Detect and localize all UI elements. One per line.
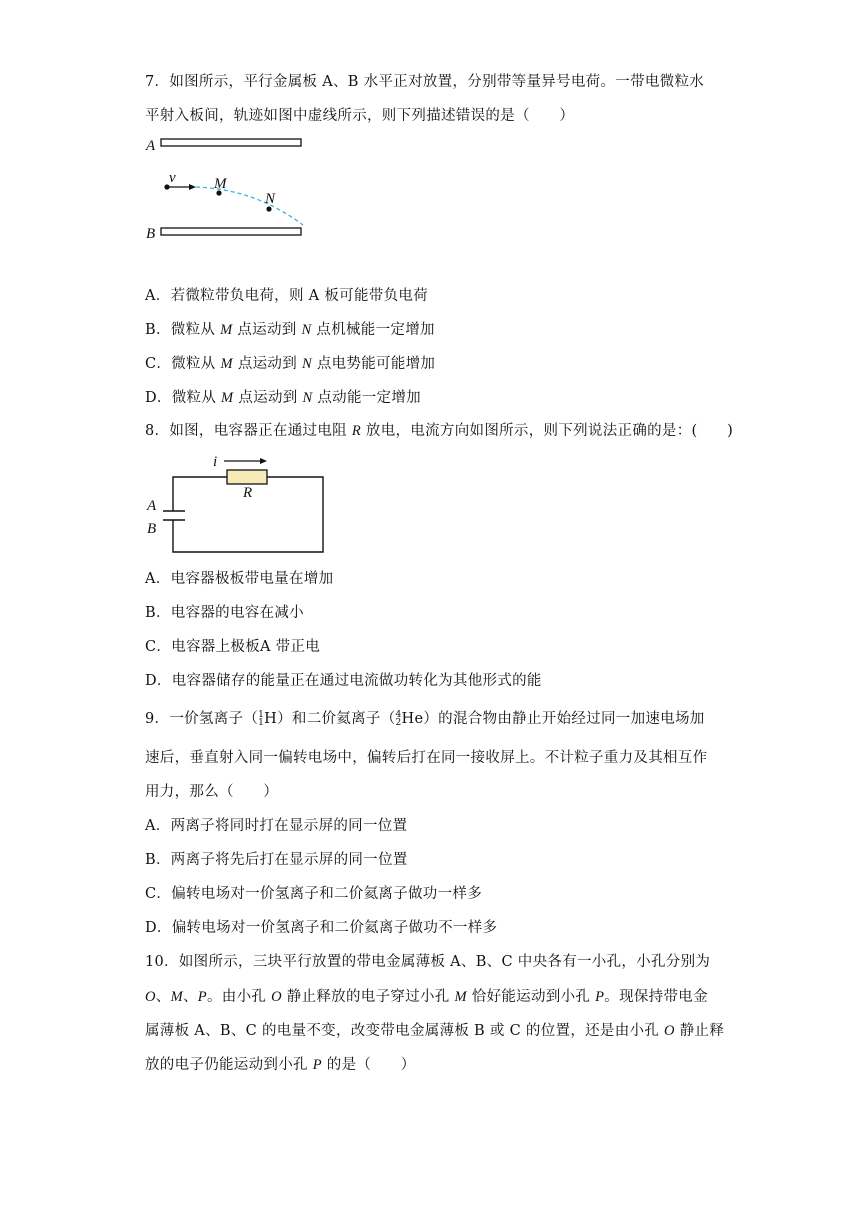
var-m: M [220, 356, 233, 372]
stem-text: 恰好能运动到小孔 [466, 989, 596, 1005]
option-text: 微粒从 [171, 356, 221, 372]
q9-stem-line-2: 速后，垂直射入同一偏转电场中，偏转后打在同一接收屏上。不计粒子重力及其相互作 [145, 750, 708, 766]
option-letter: B． [145, 322, 171, 338]
stem-text: 、 [182, 989, 198, 1005]
mass-number: 1 [258, 710, 265, 720]
option-letter: C． [145, 356, 172, 372]
stem-text: 8．如图，电容器正在通过电阻 [145, 423, 352, 439]
option-text: 两离子将先后打在显示屏的同一位置 [170, 852, 408, 868]
option-text: 点运动到 [233, 390, 303, 406]
q8-option-c [145, 637, 320, 657]
q9-option-c [145, 884, 482, 904]
option-text: 偏转电场对一价氢离子和二价氦离子做功一样多 [171, 886, 483, 902]
option-text: 若微粒带负电荷，则 A 板可能带负电荷 [170, 288, 428, 304]
var-n: N [301, 322, 312, 338]
var-o: O [145, 989, 156, 1005]
option-text: 点电势能可能增加 [311, 356, 436, 372]
isotope-h [258, 711, 277, 727]
q8-stem [145, 421, 733, 441]
q7-trajectory-dashed [196, 187, 303, 225]
q7-point-n-label: N [265, 191, 276, 207]
option-text: 点运动到 [232, 356, 302, 372]
atomic-number: 2 [395, 718, 402, 728]
q9-option-b [145, 850, 408, 870]
var-m: M [220, 322, 233, 338]
option-letter: D． [145, 673, 172, 689]
var-m: M [221, 390, 234, 406]
var-p: P [595, 989, 605, 1005]
option-text: 点机械能一定增加 [311, 322, 435, 338]
stem-text: 。现保持带电金 [604, 989, 708, 1005]
q10-stem-line-4 [145, 1055, 416, 1075]
option-letter: A． [145, 288, 171, 304]
q8-current-arrowhead [260, 458, 267, 464]
q7-option-a [145, 286, 428, 306]
stem-text: 9．一价氢离子（ [145, 711, 259, 727]
q7-point-m-label: M [214, 176, 227, 192]
option-text: 电容器的电容在减小 [170, 605, 304, 621]
q10-stem-line-1: 10．如图所示，三块平行放置的带电金属薄板 A、B、C 中央各有一小孔，小孔分别为 [145, 954, 711, 970]
element-symbol: H [264, 711, 278, 727]
var-r: R [351, 423, 362, 439]
q8-option-a [145, 569, 333, 589]
q8-plate-b-label: B [147, 521, 157, 537]
q8-circuit-figure [140, 450, 330, 560]
option-letter: B． [145, 852, 171, 868]
var-o: O [271, 989, 282, 1005]
option-letter: D． [145, 920, 172, 936]
var-p: P [312, 1057, 322, 1073]
var-o: O [664, 1023, 675, 1039]
element-symbol: He [401, 711, 424, 727]
option-text: 微粒从 [171, 390, 222, 406]
stem-text: 静止释 [674, 1023, 725, 1039]
var-m: M [454, 989, 467, 1005]
q8-option-d [145, 671, 542, 691]
q7-plate-b-label: B [146, 226, 156, 242]
q7-plate-a-label: A [146, 138, 156, 154]
option-text: 电容器极板带电量在增加 [170, 571, 334, 587]
mass-number: 4 [395, 710, 402, 720]
q8-option-b [145, 603, 304, 623]
q8-resistor [227, 470, 267, 484]
stem-text: 、 [155, 989, 171, 1005]
var-m: M [170, 989, 183, 1005]
q7-velocity-arrowhead [189, 184, 196, 190]
var-n: N [302, 390, 313, 406]
q7-parallel-plates-figure [140, 130, 315, 245]
option-letter: A． [145, 818, 171, 834]
q8-resistor-label: R [243, 485, 253, 501]
stem-text: 静止释放的电子穿过小孔 [281, 989, 455, 1005]
q7-plate-b [161, 228, 301, 235]
option-text: 点动能一定增加 [312, 390, 421, 406]
q7-velocity-label: v [169, 170, 176, 186]
q8-wire-top [173, 477, 227, 511]
option-text: 两离子将同时打在显示屏的同一位置 [170, 818, 408, 834]
stem-text: ）和二价氦离子（ [277, 711, 396, 727]
q7-option-b [145, 320, 435, 340]
stem-text: 的是（ ） [321, 1057, 416, 1073]
q7-point-n [266, 206, 271, 211]
stem-text: 放的电子仍能运动到小孔 [145, 1057, 313, 1073]
var-p: P [197, 989, 207, 1005]
stem-text: 放电，电流方向如图所示，则下列说法正确的是：( ) [361, 423, 734, 439]
option-letter: C． [145, 639, 172, 655]
q10-stem-line-3 [145, 1021, 724, 1041]
option-text: 电容器储存的能量正在通过电流做功转化为其他形式的能 [171, 673, 542, 689]
q7-stem-line-1: 7．如图所示，平行金属板 A、B 水平正对放置，分别带等量异号电荷。一带电微粒水 [145, 74, 705, 90]
stem-text: 属薄板 A、B、C 的电量不变，改变带电金属薄板 B 或 C 的位置，还是由小孔 [145, 1023, 665, 1039]
stem-text: ）的混合物由静止开始经过同一加速电场加 [423, 711, 705, 727]
option-letter: C． [145, 886, 172, 902]
q9-option-a [145, 816, 407, 836]
var-n: N [301, 356, 312, 372]
q10-stem-line-2 [145, 987, 708, 1007]
option-text: 微粒从 [170, 322, 221, 338]
stem-text: 。由小孔 [206, 989, 272, 1005]
atomic-number: 1 [258, 718, 265, 728]
option-text: 电容器上极板A 带正电 [171, 639, 321, 655]
q8-plate-a-label: A [147, 498, 157, 514]
q7-particle-start [164, 184, 169, 189]
q9-stem-line-3: 用力，那么（ ） [145, 784, 279, 800]
q7-option-d [145, 388, 421, 408]
q7-plate-a [161, 139, 301, 146]
q8-current-label: i [213, 454, 218, 470]
q7-option-c [145, 354, 435, 374]
option-letter: B． [145, 605, 171, 621]
isotope-he [396, 711, 424, 727]
q7-stem-line-2: 平射入板间，轨迹如图中虚线所示，则下列描述错误的是（ ） [145, 108, 575, 124]
option-letter: D． [145, 390, 172, 406]
q9-stem-line-1 [145, 709, 705, 729]
option-letter: A． [145, 571, 171, 587]
option-text: 点运动到 [232, 322, 302, 338]
q9-option-d [145, 918, 497, 938]
option-text: 偏转电场对一价氢离子和二价氦离子做功不一样多 [171, 920, 498, 936]
